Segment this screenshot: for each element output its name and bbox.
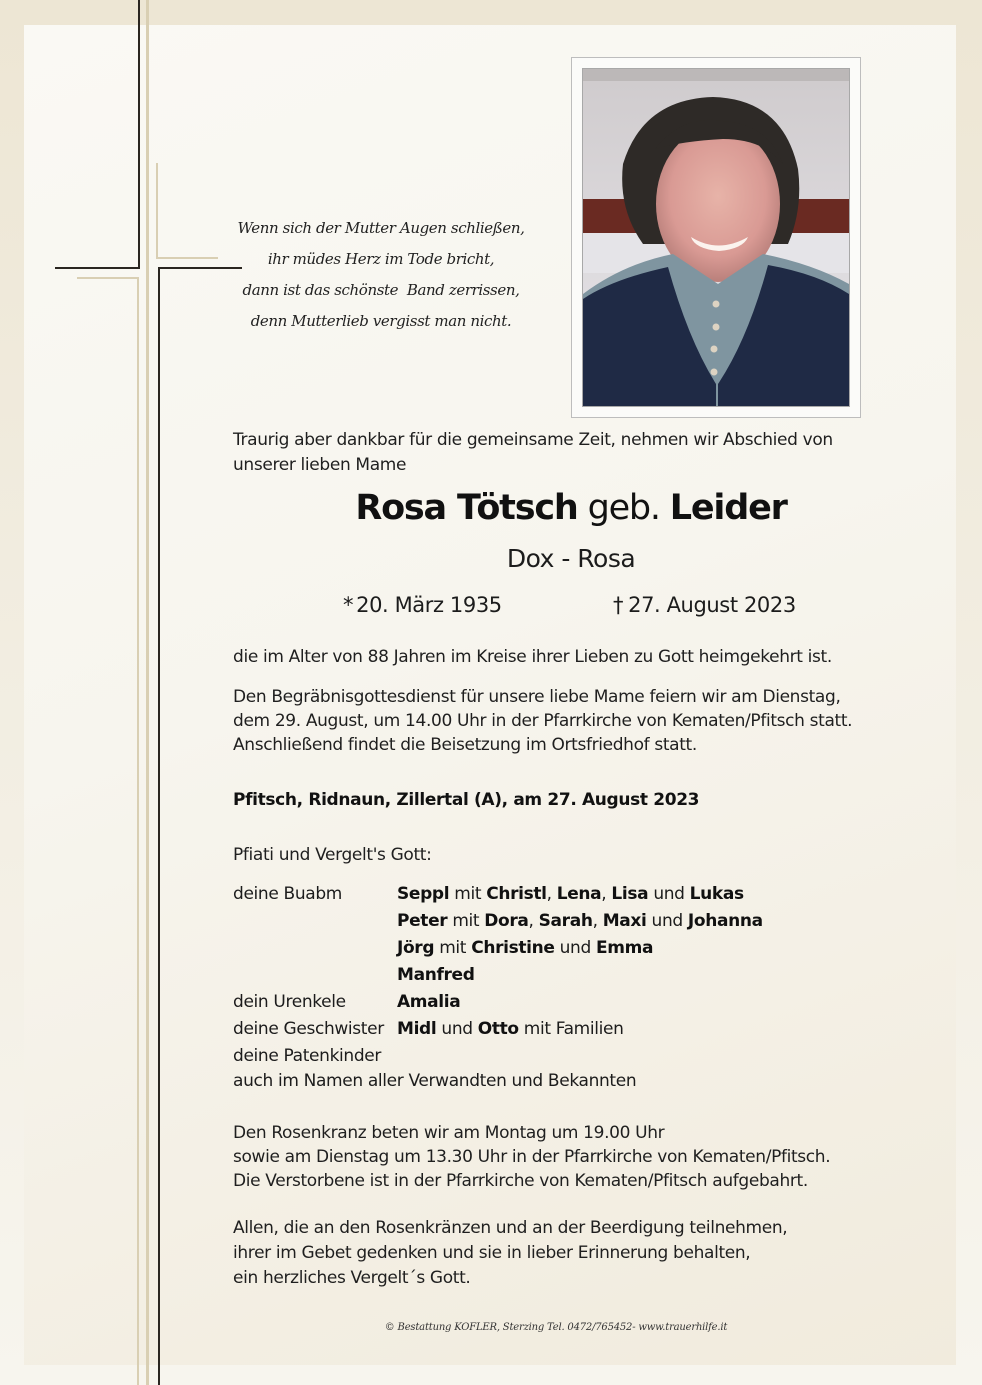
poem xyxy=(226,213,536,337)
mourner-row xyxy=(397,911,763,931)
mourner-connector: , xyxy=(546,884,557,904)
intro-line-1: Traurig aber dankbar für die gemeinsame Zeit, nehmen wir Abschied von xyxy=(233,430,833,450)
mourner-connector: und xyxy=(648,884,690,904)
portrait-photo-illustration xyxy=(583,69,849,406)
cross-gold-vertical-upper-right xyxy=(156,163,158,259)
poem-line: dann ist das schönste Band zerrissen, xyxy=(242,281,520,299)
poem-line: Wenn sich der Mutter Augen schließen, xyxy=(237,219,525,237)
birth-date-text: 20. März 1935 xyxy=(356,593,502,617)
mourner-connector: , xyxy=(528,911,539,931)
mourner-connector: und xyxy=(646,911,688,931)
cross-dark-horizontal-left xyxy=(55,267,140,269)
mourner-connector: mit xyxy=(434,938,472,958)
mourner-row xyxy=(397,884,744,904)
deceased-maiden-name: Leider xyxy=(669,488,787,528)
cross-gold-horizontal-lower-left xyxy=(77,277,139,279)
mourner-label-urenkele: dein Urenkele xyxy=(233,992,346,1012)
footer-credit: © Bestattung KOFLER, Sterzing Tel. 0472/765452- www.trauerhilfe.it xyxy=(384,1322,728,1333)
mourner-row xyxy=(397,938,653,958)
funeral-line-1: Den Begräbnisgottesdienst für unsere liebe Mame feiern wir am Dienstag, xyxy=(233,687,841,707)
age-text: die im Alter von 88 Jahren im Kreise ihrer Lieben zu Gott heimgekehrt ist. xyxy=(233,647,832,667)
thanks-line-3: ein herzliches Vergelt´s Gott. xyxy=(233,1268,471,1288)
funeral-line-3: Anschließend findet die Beisetzung im Ortsfriedhof statt. xyxy=(233,735,697,755)
thanks-line-1: Allen, die an den Rosenkränzen und an der Beerdigung teilnehmen, xyxy=(233,1218,788,1238)
mourner-relatives: auch im Namen aller Verwandten und Bekannten xyxy=(233,1071,637,1091)
mourner-label-buabm: deine Buabm xyxy=(233,884,342,904)
poem-line: ihr müdes Herz im Tode bricht, xyxy=(267,250,495,268)
photo-frame xyxy=(571,57,861,418)
mourner-name: Christine xyxy=(471,938,555,958)
mourner-row xyxy=(397,965,475,985)
death-date xyxy=(613,593,796,617)
death-date-text: 27. August 2023 xyxy=(628,593,796,617)
mourner-name: Christl xyxy=(486,884,547,904)
cross-gold-horizontal-upper-right xyxy=(156,257,218,259)
cross-gold-vertical-center xyxy=(146,0,149,1385)
birth-star-icon: * xyxy=(343,593,354,617)
mourner-label-patenkinder: deine Patenkinder xyxy=(233,1046,382,1066)
mourner-name: Otto xyxy=(477,1019,519,1039)
mourner-urenkele: Amalia xyxy=(397,992,461,1012)
deceased-geb: geb. xyxy=(587,488,660,528)
mourner-name: Emma xyxy=(595,938,654,958)
mourner-label-geschwister: deine Geschwister xyxy=(233,1019,384,1039)
mourner-name: Manfred xyxy=(397,965,475,985)
place-date: Pfitsch, Ridnaun, Zillertal (A), am 27. August 2023 xyxy=(233,790,700,810)
mourner-name: Dora xyxy=(484,911,529,931)
mourner-name: Lena xyxy=(556,884,602,904)
mourner-connector: und xyxy=(436,1019,478,1039)
funeral-line-2: dem 29. August, um 14.00 Uhr in der Pfarrkirche von Kematen/Pfitsch statt. xyxy=(233,711,853,731)
death-cross-icon: † xyxy=(613,593,624,617)
mourner-name: Sarah xyxy=(538,911,593,931)
mourner-connector: mit xyxy=(447,911,485,931)
mourner-name: Maxi xyxy=(602,911,647,931)
mourner-row xyxy=(397,1019,624,1039)
mourner-connector: und xyxy=(554,938,596,958)
cross-dark-vertical-bottom xyxy=(158,267,160,1385)
mourner-name: Johanna xyxy=(687,911,763,931)
deceased-name xyxy=(0,488,982,528)
deceased-nickname: Dox - Rosa xyxy=(506,544,636,573)
mourner-name: Lukas xyxy=(689,884,744,904)
birth-date xyxy=(343,593,502,617)
mourner-name: Peter xyxy=(397,911,448,931)
mourner-name: Midl xyxy=(397,1019,437,1039)
cross-dark-vertical-top xyxy=(138,0,140,269)
cross-gold-vertical-lower-left xyxy=(137,277,139,1385)
mourner-connector: mit Familien xyxy=(518,1019,624,1039)
mourner-connector: , xyxy=(592,911,603,931)
mourner-connector: , xyxy=(601,884,612,904)
deceased-first-name: Rosa Tötsch xyxy=(355,488,578,528)
mourner-name: Seppl xyxy=(397,884,450,904)
rosary-line-1: Den Rosenkranz beten wir am Montag um 19.00 Uhr xyxy=(233,1123,665,1143)
farewell-text: Pfiati und Vergelt's Gott: xyxy=(233,845,432,865)
poem-line: denn Mutterlieb vergisst man nicht. xyxy=(250,312,512,330)
portrait-photo xyxy=(582,68,850,407)
rosary-line-2: sowie am Dienstag um 13.30 Uhr in der Pfarrkirche von Kematen/Pfitsch. xyxy=(233,1147,831,1167)
mourner-name: Lisa xyxy=(611,884,649,904)
intro-line-2: unserer lieben Mame xyxy=(233,455,407,475)
thanks-line-2: ihrer im Gebet gedenken und sie in lieber Erinnerung behalten, xyxy=(233,1243,751,1263)
rosary-line-3: Die Verstorbene ist in der Pfarrkirche von Kematen/Pfitsch aufgebahrt. xyxy=(233,1171,808,1191)
mourner-connector: mit xyxy=(449,884,487,904)
mourner-name: Jörg xyxy=(397,938,435,958)
